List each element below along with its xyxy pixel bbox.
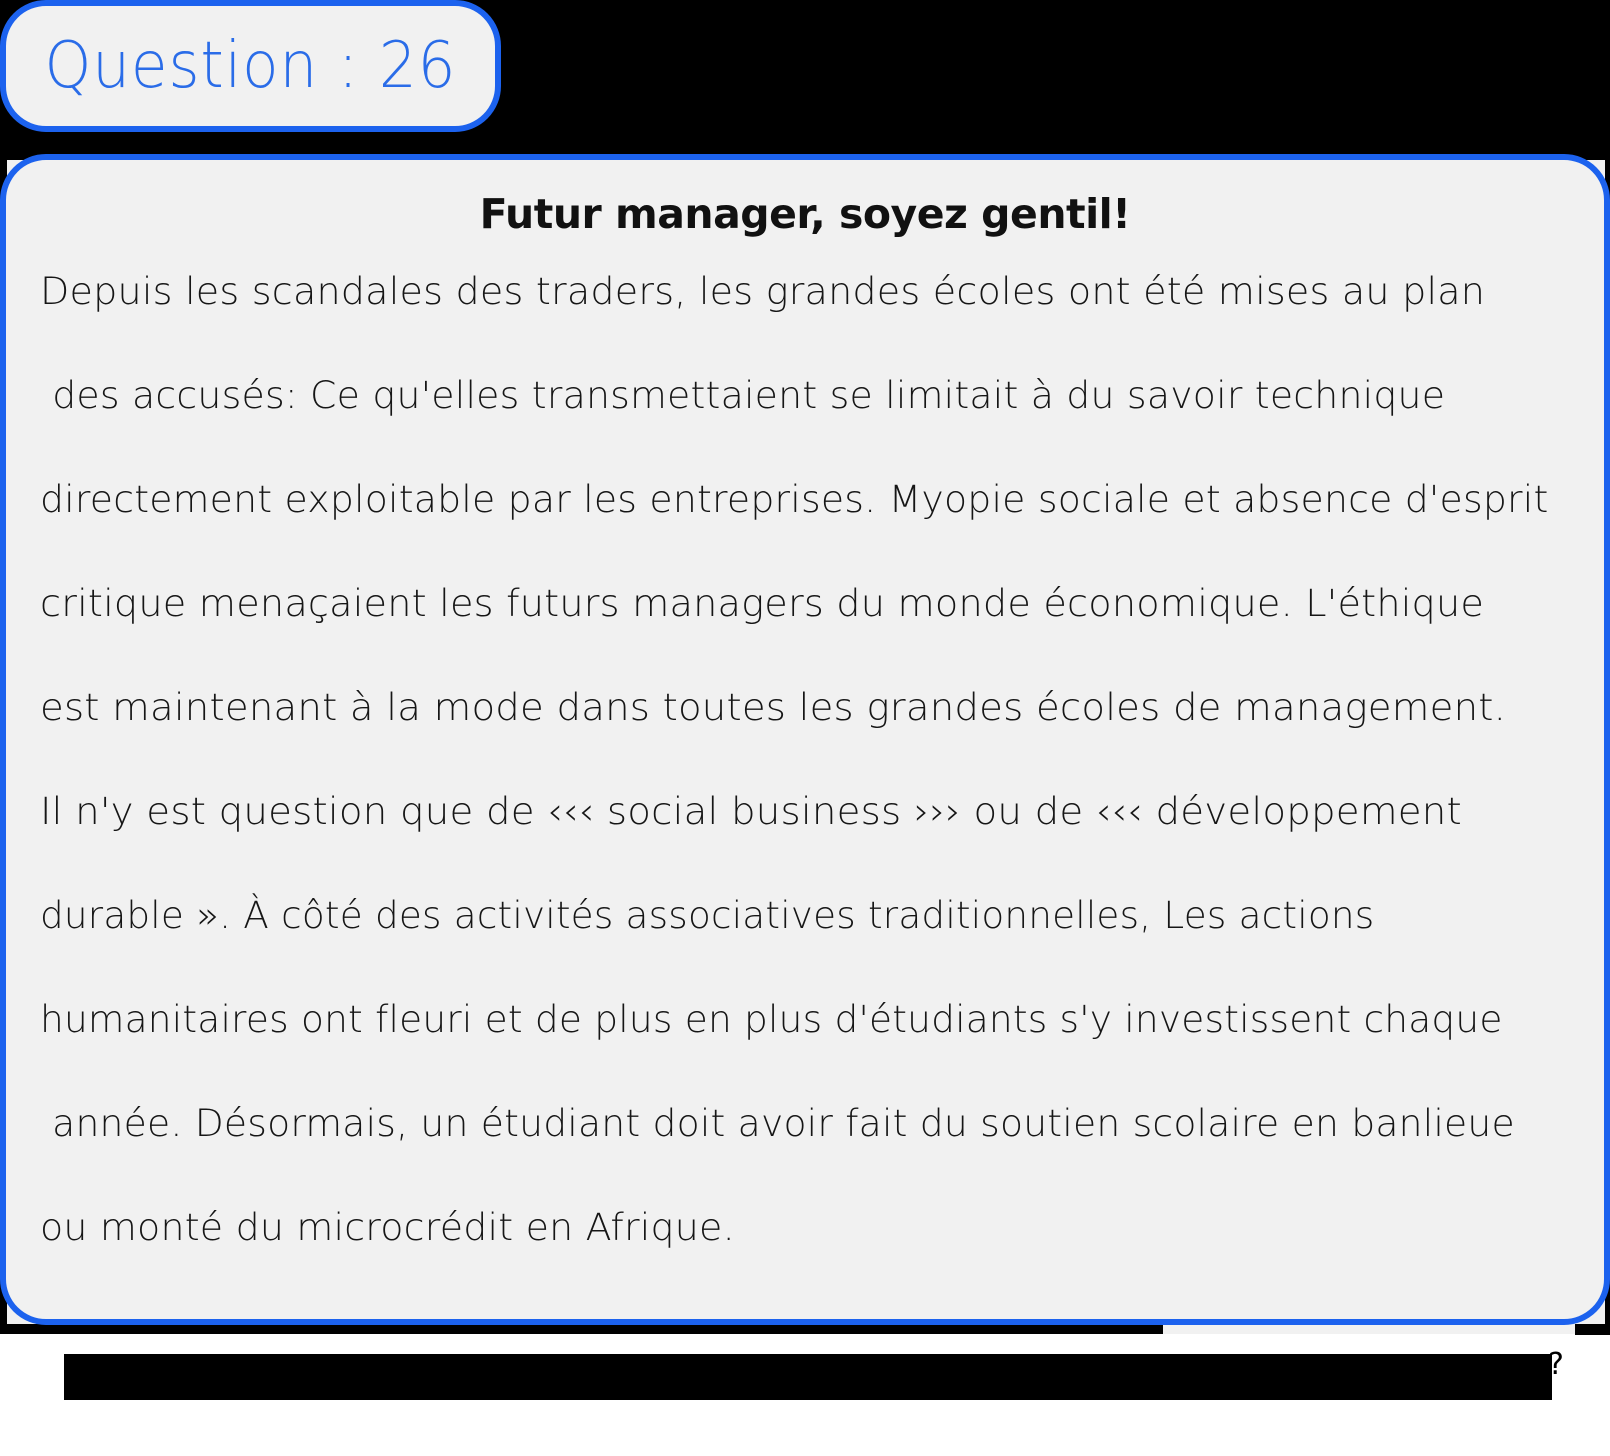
question-mark-fragment: ?	[1548, 1350, 1564, 1376]
redaction-bar	[64, 1354, 1552, 1400]
question-number-label: Question : 26	[44, 29, 457, 103]
passage-line: directement exploitable par les entreprises. Myopie sociale et absence d'esprit	[40, 478, 1549, 521]
passage-panel	[0, 154, 1610, 1325]
panel-shadow-strip	[1163, 1324, 1575, 1334]
passage-line: critique menaçaient les futurs managers du monde économique. L'éthique	[40, 582, 1485, 625]
divider	[1575, 1333, 1610, 1335]
passage-line: Depuis les scandales des traders, les grandes écoles ont été mises au plan	[40, 270, 1486, 313]
passage-line: ou monté du microcrédit en Afrique.	[40, 1206, 735, 1249]
passage-line: année. Désormais, un étudiant doit avoir fait du soutien scolaire en banlieue	[40, 1102, 1515, 1145]
passage-line: Il n'y est question que de ‹‹‹ social business ››› ou de ‹‹‹ développement	[40, 790, 1462, 833]
question-number-badge	[0, 0, 501, 132]
passage-line: des accusés: Ce qu'elles transmettaient se limitait à du savoir technique	[40, 374, 1446, 417]
passage-line: durable ». À côté des activités associatives traditionnelles, Les actions	[40, 894, 1375, 937]
passage-line: est maintenant à la mode dans toutes les grandes écoles de management.	[40, 686, 1507, 729]
passage-title: Futur manager, soyez gentil!	[479, 190, 1131, 238]
passage-line: humanitaires ont fleuri et de plus en plus d'étudiants s'y investissent chaque	[40, 998, 1503, 1041]
